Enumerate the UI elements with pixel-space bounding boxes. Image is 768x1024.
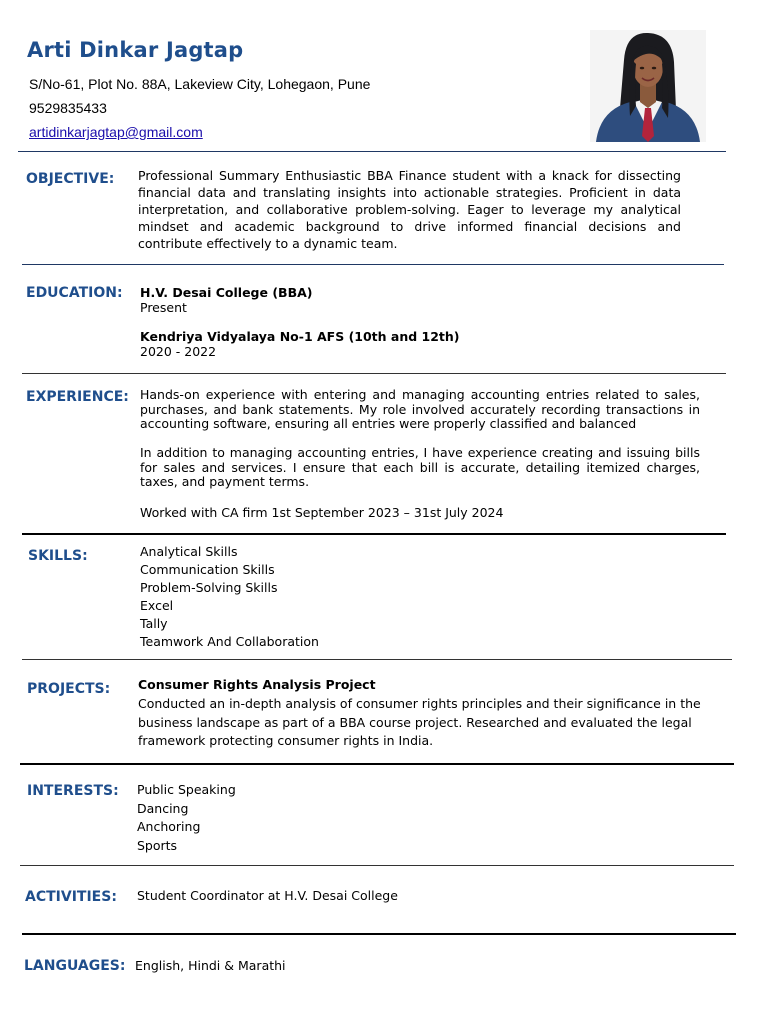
skills-heading: SKILLS: xyxy=(28,548,88,564)
skill-item: Teamwork And Collaboration xyxy=(140,634,319,649)
skill-item: Tally xyxy=(140,616,168,631)
section-divider xyxy=(20,763,734,765)
objective-heading: OBJECTIVE: xyxy=(26,171,115,187)
project-title: Consumer Rights Analysis Project xyxy=(138,677,376,692)
skill-item: Communication Skills xyxy=(140,562,275,577)
experience-paragraph: Hands-on experience with entering and managing accounting entries related to sales, purchases, and bank statements. My role involved accurately recording transactions in accounting software, ensuring all entries were properly classified and balanced xyxy=(140,387,700,431)
skill-item: Problem-Solving Skills xyxy=(140,580,278,595)
education-period: 2020 - 2022 xyxy=(140,344,217,359)
objective-text: Professional Summary Enthusiastic BBA Finance student with a knack for dissecting financial data and translating insights into actionable strategies. Proficient in data interpretation, and collaborative problem-solving. Eager to leverage my analytical mindset and academic background to drive informed financial decisions and contribute effectively to a dynamic team. xyxy=(138,168,681,251)
activities-heading: ACTIVITIES: xyxy=(25,889,117,905)
email-link[interactable]: artidinkarjagtap@gmail.com xyxy=(29,124,203,140)
header-divider xyxy=(18,151,726,152)
skill-item: Analytical Skills xyxy=(140,544,238,559)
activities-text: Student Coordinator at H.V. Desai College xyxy=(137,888,398,903)
section-divider xyxy=(22,659,732,660)
interests-heading: INTERESTS: xyxy=(27,783,119,799)
interest-item: Anchoring xyxy=(137,819,201,834)
address: S/No-61, Plot No. 88A, Lakeview City, Lohegaon, Pune xyxy=(29,76,371,92)
section-divider xyxy=(22,533,726,535)
candidate-name: Arti Dinkar Jagtap xyxy=(27,38,244,62)
skill-item: Excel xyxy=(140,598,174,613)
education-school: H.V. Desai College (BBA) xyxy=(140,285,313,300)
experience-paragraph: In addition to managing accounting entries, I have experience creating and issuing bills for sales and services. I ensure that each bill is accurate, detailing itemized charges, taxes, and payment terms. xyxy=(140,445,700,489)
interest-item: Dancing xyxy=(137,800,189,816)
section-divider xyxy=(22,373,726,374)
section-divider xyxy=(22,933,736,935)
education-school: Kendriya Vidyalaya No-1 AFS (10th and 12th) xyxy=(140,329,460,344)
section-divider xyxy=(22,264,724,265)
phone-number: 9529835433 xyxy=(29,100,107,116)
languages-heading: LANGUAGES: xyxy=(24,958,126,974)
section-divider xyxy=(20,865,734,866)
project-description: Conducted an in-depth analysis of consumer rights principles and their significance in the business landscape as part of a BBA course project. Researched and evaluated the legal framework protecting consumer rights in India. xyxy=(138,696,701,748)
profile-photo xyxy=(590,30,706,142)
experience-duration: Worked with CA firm 1st September 2023 – 31st July 2024 xyxy=(140,505,504,520)
education-heading: EDUCATION: xyxy=(26,285,123,301)
languages-text: English, Hindi & Marathi xyxy=(135,958,286,973)
education-list xyxy=(140,285,700,359)
interest-item: Sports xyxy=(137,837,178,853)
education-period: Present xyxy=(140,300,187,315)
skills-list xyxy=(140,543,319,651)
interest-item: Public Speaking xyxy=(137,782,236,797)
experience-heading: EXPERIENCE: xyxy=(26,389,129,405)
interests-list xyxy=(137,781,236,855)
projects-heading: PROJECTS: xyxy=(27,681,111,697)
